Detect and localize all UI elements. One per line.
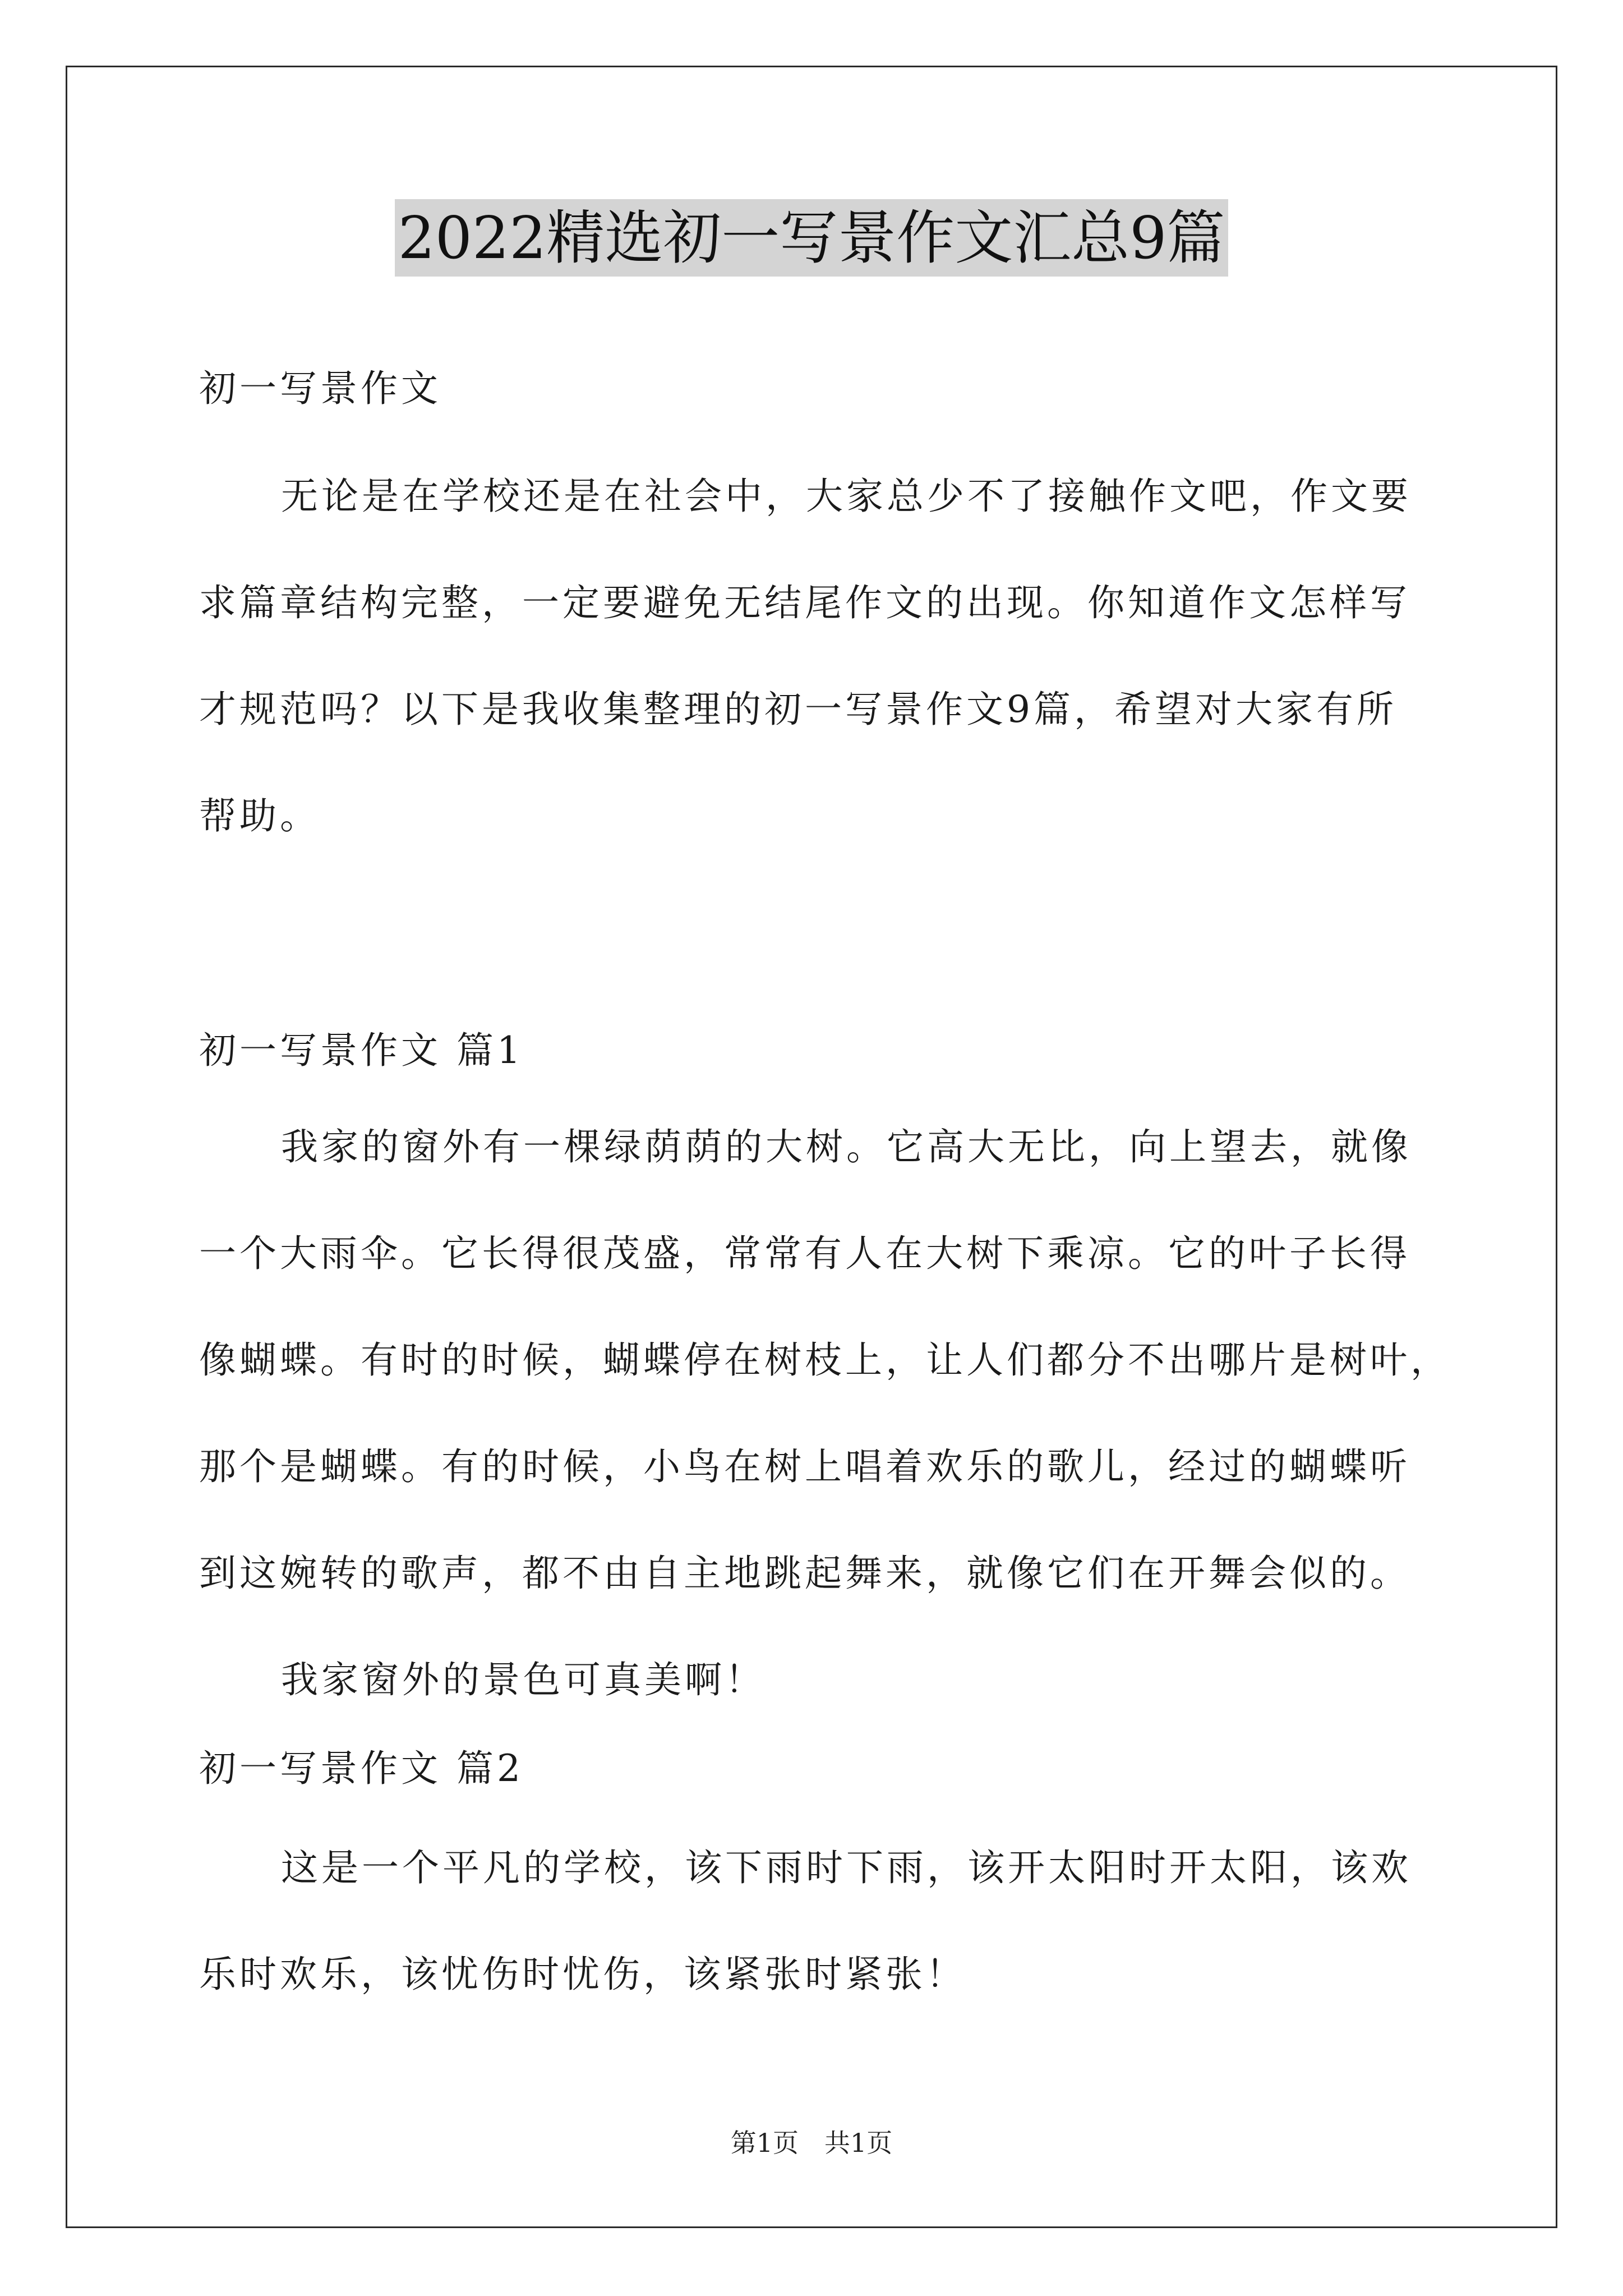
paragraph-line: 求篇章结构完整，一定要避免无结尾作文的出现。你知道作文怎样写 bbox=[199, 581, 1410, 624]
paragraph-line: 乐时欢乐，该忧伤时忧伤，该紧张时紧张！ bbox=[199, 1953, 966, 1996]
title-container bbox=[0, 199, 1623, 277]
paragraph-line: 到这婉转的歌声，都不由自主地跳起舞来，就像它们在开舞会似的。 bbox=[199, 1552, 1410, 1595]
section1-paragraph1 bbox=[199, 1094, 1451, 1627]
page-footer bbox=[0, 2126, 1623, 2160]
page-number: 第1页 bbox=[730, 2128, 799, 2158]
intro-heading: 初一写景作文 bbox=[199, 367, 441, 410]
paragraph-line: 帮助。 bbox=[199, 794, 320, 838]
intro-paragraph bbox=[199, 443, 1433, 869]
paragraph-line: 我家的窗外有一棵绿荫荫的大树。它高大无比，向上望去，就像 bbox=[281, 1125, 1412, 1168]
paragraph-line: 才规范吗？以下是我收集整理的初一写景作文9篇，希望对大家有所 bbox=[199, 688, 1397, 731]
paragraph-line: 无论是在学校还是在社会中，大家总少不了接触作文吧，作文要 bbox=[281, 475, 1412, 518]
paragraph-line: 我家窗外的景色可真美啊！ bbox=[281, 1658, 766, 1701]
document-title: 2022精选初一写景作文汇总9篇 bbox=[395, 199, 1229, 277]
paragraph-line: 像蝴蝶。有时的时候，蝴蝶停在树枝上，让人们都分不出哪片是树叶， bbox=[199, 1338, 1451, 1382]
section2-heading: 初一写景作文 篇2 bbox=[199, 1747, 524, 1790]
section2-paragraph1 bbox=[199, 1815, 1433, 2028]
section1-paragraph2 bbox=[199, 1627, 1433, 1733]
section1-heading: 初一写景作文 篇1 bbox=[199, 1029, 524, 1072]
paragraph-line: 一个大雨伞。它长得很茂盛，常常有人在大树下乘凉。它的叶子长得 bbox=[199, 1232, 1410, 1275]
paragraph-line: 那个是蝴蝶。有的时候，小鸟在树上唱着欢乐的歌儿，经过的蝴蝶听 bbox=[199, 1445, 1410, 1488]
paragraph-line: 这是一个平凡的学校，该下雨时下雨，该开太阳时开太阳，该欢 bbox=[281, 1846, 1412, 1889]
page-total: 共1页 bbox=[824, 2128, 893, 2158]
